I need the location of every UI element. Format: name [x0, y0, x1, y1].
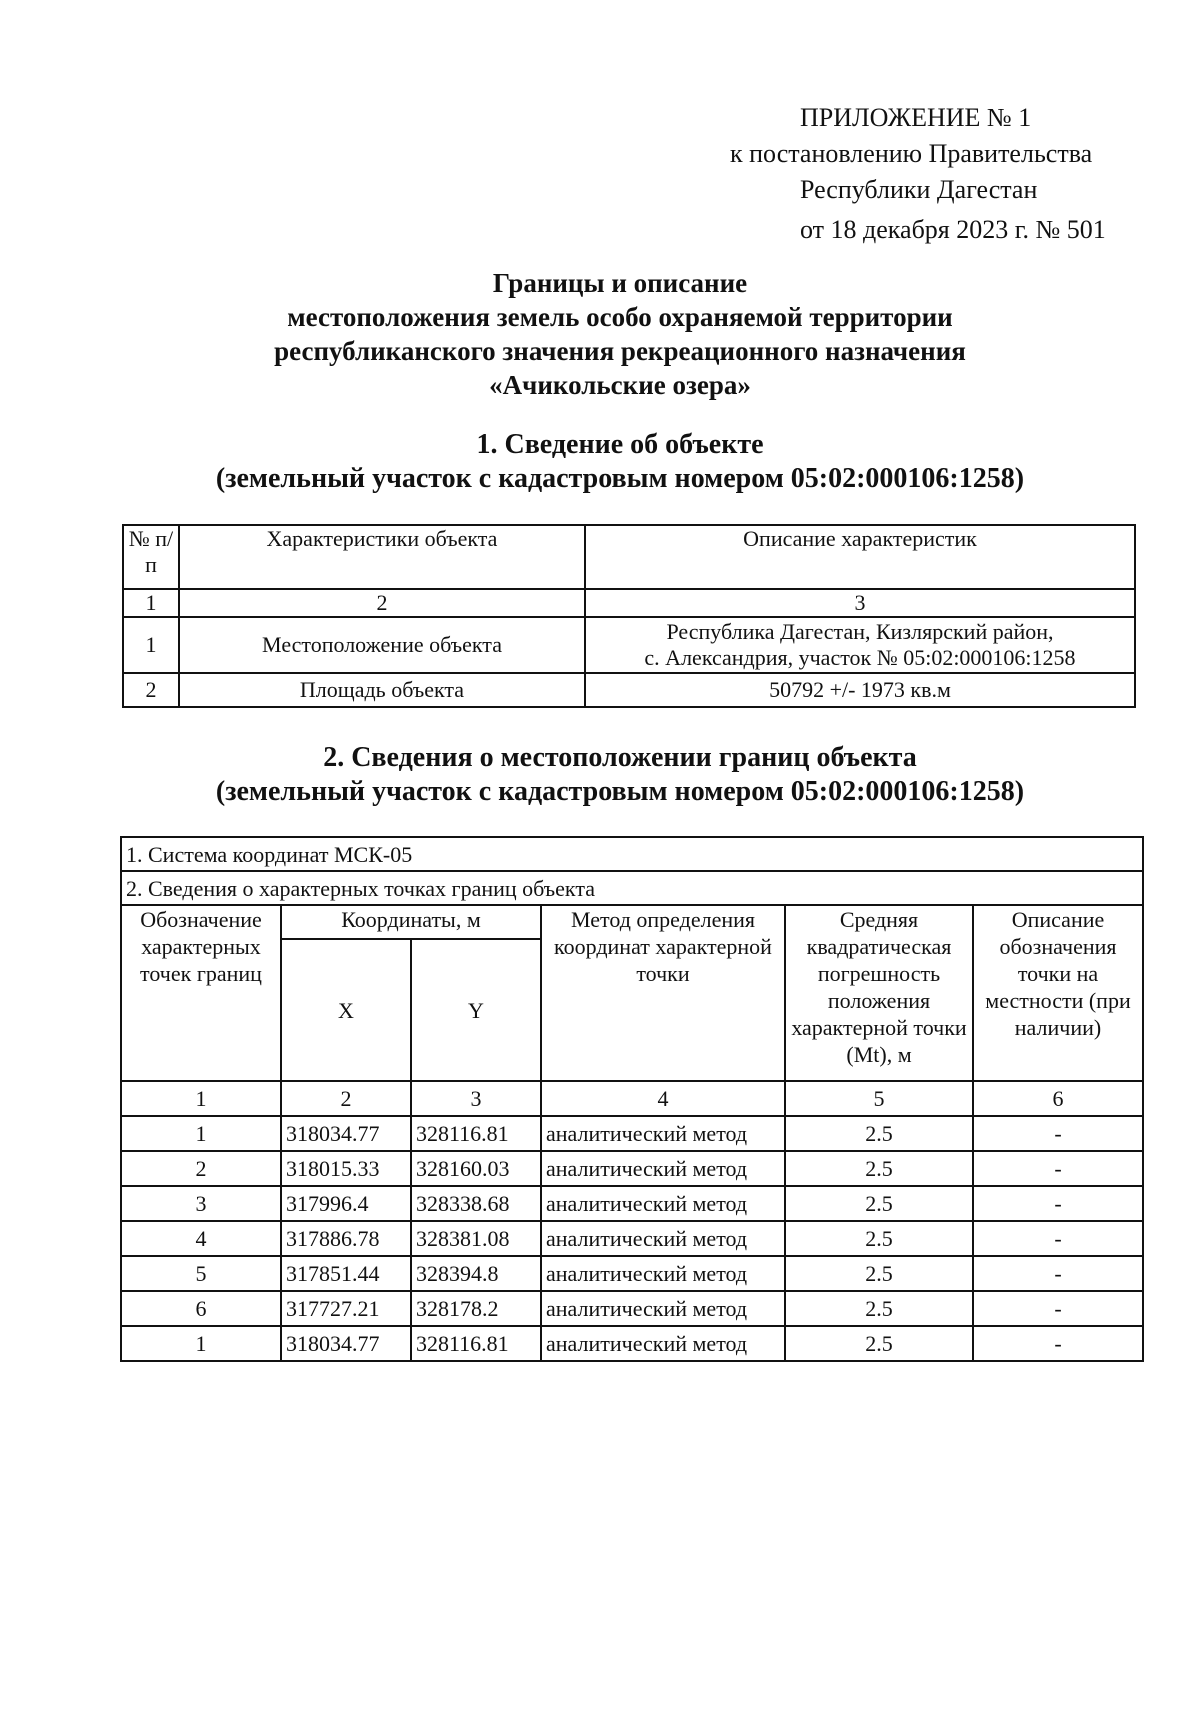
col-number-6: 6 [973, 1081, 1143, 1116]
x-cell: 318034.77 [281, 1116, 411, 1151]
header-x: X [281, 939, 411, 1081]
main-heading-line3: республиканского значения рекреационного назначения [274, 336, 966, 366]
desc-cell: - [973, 1186, 1143, 1221]
desc-cell: - [973, 1116, 1143, 1151]
col-number-3: 3 [411, 1081, 541, 1116]
method-cell: аналитический метод [541, 1221, 785, 1256]
col-number-5: 5 [785, 1081, 973, 1116]
section2-title: 2. Сведения о местоположении границ объекта [323, 742, 917, 773]
y-cell: 328338.68 [411, 1186, 541, 1221]
col-number-1: 1 [123, 589, 179, 617]
table-row [121, 1221, 1143, 1256]
main-heading [0, 266, 1200, 402]
x-cell: 318015.33 [281, 1151, 411, 1186]
error-cell: 2.5 [785, 1291, 973, 1326]
x-cell: 318034.77 [281, 1326, 411, 1361]
location-line1: Республика Дагестан, Кизлярский район, [666, 619, 1054, 644]
col-number-1: 1 [121, 1081, 281, 1116]
error-cell: 2.5 [785, 1221, 973, 1256]
header-characteristic: Характеристики объекта [179, 525, 585, 589]
section2-heading [0, 741, 1200, 809]
header-error: Средняя квадратическая погрешность положения характерной точки (Mt), м [785, 905, 973, 1081]
table-row [121, 1186, 1143, 1221]
header-y: Y [411, 939, 541, 1081]
desc-cell: - [973, 1221, 1143, 1256]
appendix-block [730, 100, 1106, 248]
method-cell: аналитический метод [541, 1256, 785, 1291]
appendix-date: от 18 декабря 2023 г. № 501 [800, 215, 1106, 244]
appendix-title: ПРИЛОЖЕНИЕ № 1 [800, 103, 1032, 132]
table-row [121, 1326, 1143, 1361]
point-cell: 3 [121, 1186, 281, 1221]
appendix-line3: Республики Дагестан [800, 175, 1038, 204]
table-row [121, 1116, 1143, 1151]
method-cell: аналитический метод [541, 1116, 785, 1151]
row-description: 50792 +/- 1973 кв.м [585, 673, 1135, 707]
row-characteristic: Площадь объекта [179, 673, 585, 707]
method-cell: аналитический метод [541, 1291, 785, 1326]
section2-subtitle: (земельный участок с кадастровым номером 05:02:000106:1258) [215, 776, 1025, 807]
error-cell: 2.5 [785, 1256, 973, 1291]
error-cell: 2.5 [785, 1326, 973, 1361]
y-cell: 328116.81 [411, 1116, 541, 1151]
point-cell: 2 [121, 1151, 281, 1186]
table-row [121, 1256, 1143, 1291]
header-description: Описание характеристик [585, 525, 1135, 589]
row-num: 2 [123, 673, 179, 707]
col-number-3: 3 [585, 589, 1135, 617]
coord-system: 1. Система координат МСК-05 [121, 837, 1143, 871]
x-cell: 317727.21 [281, 1291, 411, 1326]
main-heading-line4: «Ачикольские озера» [489, 370, 751, 400]
method-cell: аналитический метод [541, 1186, 785, 1221]
row-description [585, 617, 1135, 673]
y-cell: 328381.08 [411, 1221, 541, 1256]
col-number-2: 2 [281, 1081, 411, 1116]
section1-subtitle: (земельный участок с кадастровым номером 05:02:000106:1258) [215, 463, 1025, 494]
boundary-points-table [120, 836, 1144, 1362]
error-cell: 2.5 [785, 1186, 973, 1221]
x-cell: 317886.78 [281, 1221, 411, 1256]
desc-cell: - [973, 1256, 1143, 1291]
method-cell: аналитический метод [541, 1326, 785, 1361]
desc-cell: - [973, 1326, 1143, 1361]
header-point-description: Описание обозначения точки на местности (при наличии) [973, 905, 1143, 1081]
table-row [121, 1291, 1143, 1326]
point-cell: 1 [121, 1116, 281, 1151]
x-cell: 317851.44 [281, 1256, 411, 1291]
header-designation: Обозначение характерных точек границ [121, 905, 281, 1081]
header-method: Метод определения координат характерной точки [541, 905, 785, 1081]
point-cell: 4 [121, 1221, 281, 1256]
section1-title: 1. Сведение об объекте [476, 429, 764, 460]
y-cell: 328116.81 [411, 1326, 541, 1361]
object-info-table [122, 524, 1136, 708]
row-num: 1 [123, 617, 179, 673]
header-coords: Координаты, м [281, 905, 541, 939]
points-info: 2. Сведения о характерных точках границ объекта [121, 871, 1143, 905]
point-cell: 1 [121, 1326, 281, 1361]
desc-cell: - [973, 1151, 1143, 1186]
row-characteristic: Местоположение объекта [179, 617, 585, 673]
x-cell: 317996.4 [281, 1186, 411, 1221]
method-cell: аналитический метод [541, 1151, 785, 1186]
point-cell: 5 [121, 1256, 281, 1291]
y-cell: 328394.8 [411, 1256, 541, 1291]
appendix-line2: к постановлению Правительства [730, 139, 1093, 168]
location-line2: с. Александрия, участок № 05:02:000106:1258 [644, 645, 1076, 670]
error-cell: 2.5 [785, 1151, 973, 1186]
header-num: № п/п [123, 525, 179, 589]
table-row [121, 1151, 1143, 1186]
desc-cell: - [973, 1291, 1143, 1326]
col-number-4: 4 [541, 1081, 785, 1116]
point-cell: 6 [121, 1291, 281, 1326]
y-cell: 328178.2 [411, 1291, 541, 1326]
main-heading-line2: местоположения земель особо охраняемой территории [287, 302, 953, 332]
section1-heading [0, 428, 1200, 496]
col-number-2: 2 [179, 589, 585, 617]
main-heading-line1: Границы и описание [492, 268, 748, 298]
y-cell: 328160.03 [411, 1151, 541, 1186]
error-cell: 2.5 [785, 1116, 973, 1151]
